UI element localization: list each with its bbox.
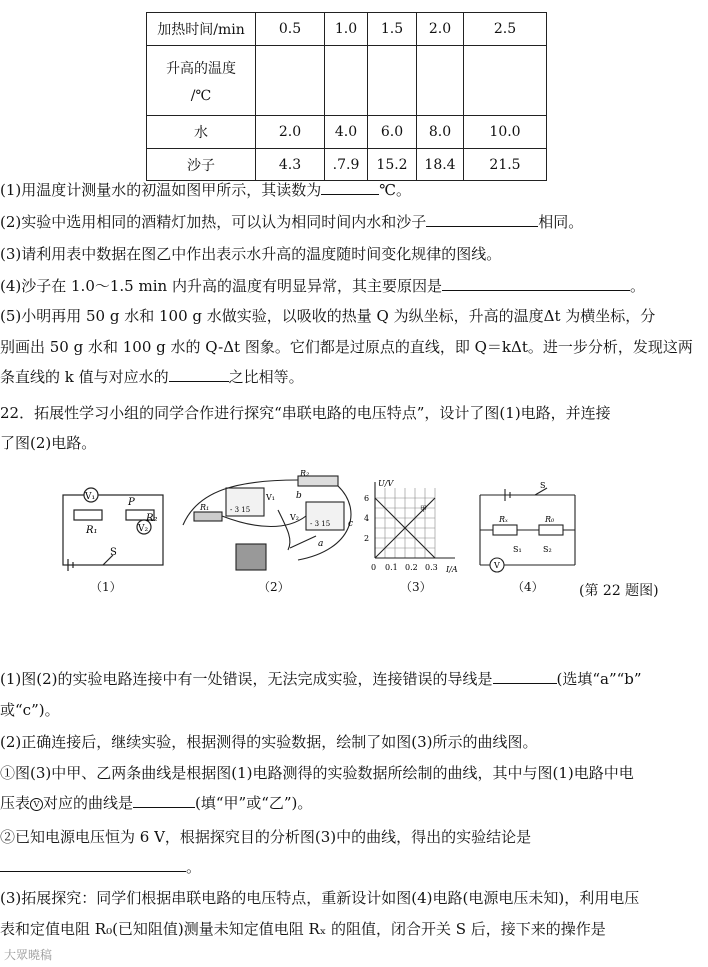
table-cell xyxy=(325,46,368,116)
table-cell xyxy=(256,46,325,116)
figure-caption: (第 22 题图) xyxy=(579,583,659,599)
r2-label: R₂ xyxy=(300,470,310,478)
heating-data-table xyxy=(146,12,547,181)
q21-part1-unit: ℃。 xyxy=(379,181,412,199)
r0-label: R₀ xyxy=(545,515,555,524)
table-cell: 15.2 xyxy=(368,149,417,181)
b-label: b xyxy=(296,491,302,501)
v1-label: V₁ xyxy=(85,492,96,502)
q21-part1 xyxy=(0,179,708,200)
temp-label-line2: /℃ xyxy=(190,87,212,104)
table-cell: 4.3 xyxy=(256,149,325,181)
v2-label: V₂ xyxy=(138,524,149,534)
q21-part2-end: 相同。 xyxy=(538,213,584,231)
q21-part5-text: 条直线的 k 值与对应水的 xyxy=(0,368,169,386)
v2-label: V₂ xyxy=(290,513,299,522)
table-cell xyxy=(147,46,256,116)
figure-4-circuit xyxy=(475,480,580,578)
a-label: a xyxy=(318,539,324,549)
q21-part5-line2: 别画出 50 g 水和 100 g 水的 Q-Δt 图象。它们都是过原点的直线，即 Q＝kΔt。进一步分析，发现这两 xyxy=(0,338,693,356)
q22-part2a-text2: 对应的曲线是 xyxy=(43,794,134,812)
q22-part3-line2: 表和定值电阻 R₀(已知阻值)测量未知定值电阻 Rₓ 的阻值，闭合开关 S 后，接下来的操作是 xyxy=(0,920,606,938)
meter-scale-2: - 3 15 xyxy=(310,520,331,528)
q21-part3: (3)请利用表中数据在图乙中作出表示水升高的温度随时间变化规律的图线。 xyxy=(0,245,502,263)
figure-2-label: （2） xyxy=(258,580,290,594)
q22-part1-options: (选填“a”“b” xyxy=(556,670,642,688)
table-cell: 2.5 xyxy=(464,13,547,46)
answer-blank[interactable] xyxy=(321,180,379,195)
answer-blank[interactable] xyxy=(169,367,229,382)
table-row xyxy=(147,116,547,149)
table-cell: 水 xyxy=(147,116,256,149)
y-tick: 4 xyxy=(364,514,370,523)
table-cell: 6.0 xyxy=(368,116,417,149)
q21-part2-text: (2)实验中选用相同的酒精灯加热，可以认为相同时间内水和沙子 xyxy=(0,213,427,231)
y-tick: 2 xyxy=(364,534,370,543)
q22-part2: (2)正确连接后，继续实验，根据测得的实验数据，绘制了如图(3)所示的曲线图。 xyxy=(0,733,538,751)
table-cell: 2.0 xyxy=(417,13,464,46)
figure-1-label: （1） xyxy=(90,580,122,594)
table-cell: 21.5 xyxy=(464,149,547,181)
table-cell: 1.0 xyxy=(325,13,368,46)
table-cell: .7.9 xyxy=(325,149,368,181)
y-tick: 6 xyxy=(364,494,370,503)
answer-blank[interactable] xyxy=(493,669,557,684)
watermark: 大眾曉稿 xyxy=(4,948,53,962)
x-tick: 0.3 xyxy=(425,563,438,572)
answer-blank[interactable] xyxy=(442,276,630,291)
curve-jia-label: 甲 xyxy=(420,505,427,513)
q21-part2 xyxy=(0,211,708,232)
p-label: P xyxy=(128,497,135,508)
answer-blank[interactable] xyxy=(133,793,195,808)
q22-part3-line1: (3)拓展探究：同学们根据串联电路的电压特点，重新设计如图(4)电路(电源电压未知)，利用电压 xyxy=(0,889,640,907)
answer-blank[interactable] xyxy=(0,857,186,872)
q21-part4-text: (4)沙子在 1.0～1.5 min 内升高的温度有明显异常，其主要原因是 xyxy=(0,277,442,295)
q22-part2a-line1: ①图(3)中甲、乙两条曲线是根据图(1)电路测得的实验数据所绘制的曲线，其中与图(1)电路中电 xyxy=(0,764,634,782)
q22-part1-line2: 或“c”)。 xyxy=(0,701,60,719)
x-tick: 0.2 xyxy=(405,563,418,572)
rx-label: Rₓ xyxy=(499,515,508,524)
s-label: S xyxy=(540,481,546,490)
q22-part1-line1 xyxy=(0,668,708,689)
r1-label: R₁ xyxy=(200,503,210,512)
figure-4-label: （4） xyxy=(512,580,544,594)
c-label: c xyxy=(348,519,354,529)
table-cell xyxy=(417,46,464,116)
x-axis-label: I/A xyxy=(446,565,458,574)
meter-scale-1: - 3 15 xyxy=(230,506,251,514)
q21-part1-text: (1)用温度计测量水的初温如图甲所示，其读数为 xyxy=(0,181,322,199)
q22-part2b-end: 。 xyxy=(186,858,202,876)
q21-part5-line1: (5)小明再用 50 g 水和 100 g 水做实验，以吸收的热量 Q 为纵坐标，升高的温度Δt 为横坐标，分 xyxy=(0,307,656,325)
table-cell xyxy=(464,46,547,116)
figure-3-graph xyxy=(360,478,465,578)
s-label: S xyxy=(110,547,117,558)
table-row xyxy=(147,46,547,116)
table-cell: 0.5 xyxy=(256,13,325,46)
y-axis-label: U/V xyxy=(378,479,394,488)
table-header-row xyxy=(147,13,547,46)
table-cell: 沙子 xyxy=(147,149,256,181)
q22-intro-line1: 22．拓展性学习小组的同学合作进行探究“串联电路的电压特点”，设计了图(1)电路，并连接 xyxy=(0,404,611,422)
q22-intro-line2: 了图(2)电路。 xyxy=(0,434,97,452)
figure-3-label: （3） xyxy=(400,580,432,594)
q22-part1-text: (1)图(2)的实验电路连接中有一处错误，无法完成实验，连接错误的导线是 xyxy=(0,670,493,688)
figure-2-apparatus xyxy=(178,470,358,578)
q21-part5-end: 之比相等。 xyxy=(228,368,304,386)
table-cell: 8.0 xyxy=(417,116,464,149)
q22-part2b-line2 xyxy=(0,856,708,877)
r1-label: R₁ xyxy=(86,525,98,536)
voltmeter-label: V xyxy=(494,561,500,570)
q21-part5-line3 xyxy=(0,366,708,387)
q22-part2a-options: (填“甲”或“乙”)。 xyxy=(195,794,313,812)
table-cell: 4.0 xyxy=(325,116,368,149)
q22-part2a-text: 压表 xyxy=(0,794,31,812)
s2-label: S₂ xyxy=(543,545,552,554)
table-row xyxy=(147,149,547,181)
answer-blank[interactable] xyxy=(426,212,538,227)
x-tick: 0.1 xyxy=(385,563,398,572)
table-cell: 18.4 xyxy=(417,149,464,181)
figure-1-circuit xyxy=(58,475,168,575)
table-cell: 1.5 xyxy=(368,13,417,46)
s1-label: S₁ xyxy=(513,545,522,554)
temp-label-line1: 升高的温度 xyxy=(166,60,236,77)
q21-part4-end: 。 xyxy=(629,277,645,295)
table-cell xyxy=(368,46,417,116)
r2-label: R₂ xyxy=(146,513,158,524)
table-cell: 2.0 xyxy=(256,116,325,149)
table-cell: 加热时间/min xyxy=(147,13,256,46)
q21-part4 xyxy=(0,275,708,296)
table-cell: 10.0 xyxy=(464,116,547,149)
q22-part2a-line2 xyxy=(0,792,708,813)
q22-part2b-line1: ②已知电源电压恒为 6 V，根据探究目的分析图(3)中的曲线，得出的实验结论是 xyxy=(0,828,532,846)
v1-label: V₁ xyxy=(266,493,275,502)
x-tick: 0 xyxy=(371,563,377,572)
voltmeter-v2-icon: V xyxy=(30,798,43,811)
